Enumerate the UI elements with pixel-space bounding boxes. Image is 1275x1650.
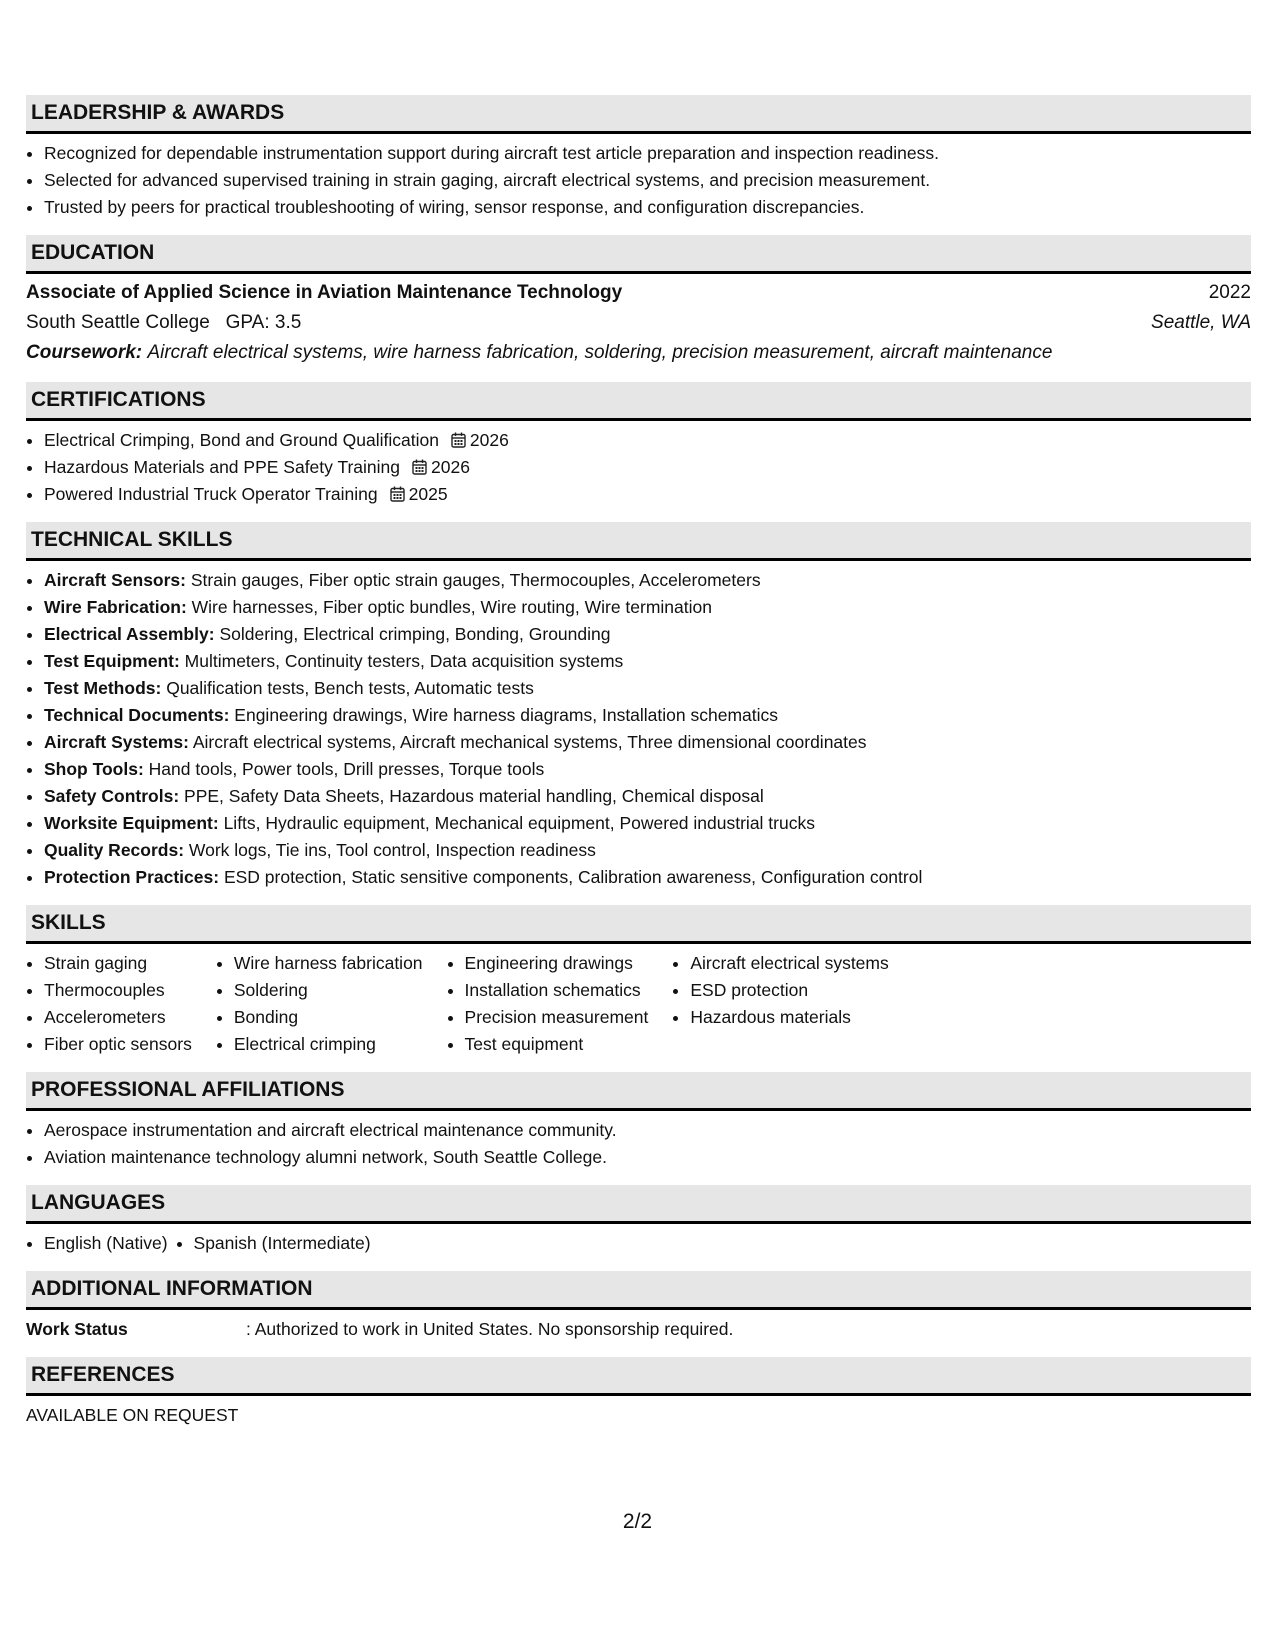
skill-category: Electrical Assembly: <box>44 624 215 644</box>
list-item: • Installation schematics <box>465 977 649 1004</box>
technical-skills-section <box>26 522 1251 891</box>
languages-section <box>26 1185 1251 1257</box>
languages-list <box>26 1230 1251 1257</box>
skill-category: Shop Tools: <box>44 759 144 779</box>
list-item: • Wire harness fabrication <box>234 950 423 977</box>
list-item <box>44 621 1251 648</box>
certifications-section <box>26 382 1251 508</box>
resume-page-2 <box>26 95 1251 1443</box>
list-item: • ESD protection <box>690 977 888 1004</box>
skill-values: Wire harnesses, Fiber optic bundles, Wire routing, Wire termination <box>191 597 712 617</box>
skills-column <box>447 950 649 1058</box>
list-item: • Aerospace instrumentation and aircraft electrical maintenance community. <box>44 1117 1251 1144</box>
skill-values: Work logs, Tie ins, Tool control, Inspection readiness <box>188 840 596 860</box>
skill-category: Wire Fabrication: <box>44 597 187 617</box>
school-location: Seattle, WA <box>1151 312 1251 333</box>
list-item <box>44 675 1251 702</box>
school-name: South Seattle College <box>26 312 210 333</box>
skill-category: Protection Practices: <box>44 867 220 887</box>
calendar-icon <box>451 432 466 448</box>
list-item: • Fiber optic sensors <box>44 1031 192 1058</box>
references-text: AVAILABLE ON REQUEST <box>26 1405 239 1425</box>
skill-values: Hand tools, Power tools, Drill presses, Torque tools <box>148 759 545 779</box>
certification-year: 2026 <box>431 457 470 477</box>
skill-values: Strain gauges, Fiber optic strain gauges, Thermocouples, Accelerometers <box>190 570 761 590</box>
skills-section <box>26 905 1251 1058</box>
list-item: • Strain gaging <box>44 950 192 977</box>
skill-values: PPE, Safety Data Sheets, Hazardous material handling, Chemical disposal <box>184 786 764 806</box>
list-item: • Engineering drawings <box>465 950 649 977</box>
skill-values: Multimeters, Continuity testers, Data acquisition systems <box>184 651 624 671</box>
skill-category: Worksite Equipment: <box>44 813 219 833</box>
skill-category: Test Methods: <box>44 678 162 698</box>
skill-category: Aircraft Systems: <box>44 732 189 752</box>
references-section <box>26 1357 1251 1429</box>
education-section <box>26 235 1251 368</box>
list-item <box>44 594 1251 621</box>
list-item <box>44 810 1251 837</box>
skills-column <box>26 950 192 1058</box>
calendar-icon <box>412 459 427 475</box>
list-item <box>44 783 1251 810</box>
list-item: • Precision measurement <box>465 1004 649 1031</box>
section-heading: TECHNICAL SKILLS <box>26 522 1251 561</box>
list-item: • Aircraft electrical systems <box>690 950 888 977</box>
skill-category: Quality Records: <box>44 840 185 860</box>
list-item: • Spanish (Intermediate) <box>194 1230 371 1257</box>
list-item <box>44 837 1251 864</box>
page-number: 2/2 <box>622 1510 653 1533</box>
list-item <box>44 648 1251 675</box>
skill-values: Aircraft electrical systems, Aircraft mechanical systems, Three dimensional coordinates <box>192 732 867 752</box>
list-item: • Test equipment <box>465 1031 649 1058</box>
list-item <box>44 481 1251 508</box>
list-item: • Soldering <box>234 977 423 1004</box>
section-heading: CERTIFICATIONS <box>26 382 1251 421</box>
list-item: • English (Native) <box>44 1230 168 1257</box>
skill-values: Lifts, Hydraulic equipment, Mechanical equipment, Powered industrial trucks <box>223 813 815 833</box>
list-item <box>44 756 1251 783</box>
section-heading: PROFESSIONAL AFFILIATIONS <box>26 1072 1251 1111</box>
skill-category: Test Equipment: <box>44 651 180 671</box>
skill-values: Engineering drawings, Wire harness diagrams, Installation schematics <box>234 705 779 725</box>
certifications-list <box>26 427 1251 508</box>
skills-column <box>216 950 423 1058</box>
list-item <box>44 864 1251 891</box>
list-item <box>44 702 1251 729</box>
section-heading: LEADERSHIP & AWARDS <box>26 95 1251 134</box>
list-item <box>44 729 1251 756</box>
certification-name: Powered Industrial Truck Operator Training <box>44 484 378 504</box>
skill-values: ESD protection, Static sensitive components, Calibration awareness, Configuration control <box>223 867 923 887</box>
affiliations-section <box>26 1072 1251 1171</box>
list-item: • Selected for advanced supervised training in strain gaging, aircraft electrical systems, and precision measurement. <box>44 167 1251 194</box>
skills-grid <box>26 944 1251 1058</box>
list-item <box>44 427 1251 454</box>
skill-values: Soldering, Electrical crimping, Bonding, Grounding <box>219 624 611 644</box>
skills-column <box>672 950 888 1058</box>
leadership-list <box>26 140 1251 221</box>
certification-name: Electrical Crimping, Bond and Ground Qualification <box>44 430 439 450</box>
section-heading: REFERENCES <box>26 1357 1251 1396</box>
affiliations-list <box>26 1117 1251 1171</box>
list-item: • Recognized for dependable instrumentation support during aircraft test article preparation and inspection readiness. <box>44 140 1251 167</box>
list-item: • Thermocouples <box>44 977 192 1004</box>
coursework-label: Coursework: <box>26 342 143 363</box>
list-item: • Bonding <box>234 1004 423 1031</box>
list-item: • Aviation maintenance technology alumni network, South Seattle College. <box>44 1144 1251 1171</box>
skill-category: Aircraft Sensors: <box>44 570 186 590</box>
leadership-section <box>26 95 1251 221</box>
certification-year: 2025 <box>408 484 448 504</box>
certification-year: 2026 <box>469 430 509 450</box>
list-item <box>44 454 1251 481</box>
additional-info-section <box>26 1271 1251 1343</box>
list-item <box>44 567 1251 594</box>
certification-name: Hazardous Materials and PPE Safety Training <box>44 457 401 477</box>
section-heading: EDUCATION <box>26 235 1251 274</box>
section-heading: LANGUAGES <box>26 1185 1251 1224</box>
coursework-list: Aircraft electrical systems, wire harness fabrication, soldering, precision measurement, aircraft maintenance <box>147 342 1053 363</box>
skill-values: Qualification tests, Bench tests, Automatic tests <box>166 678 534 698</box>
work-status-value: : Authorized to work in United States. No sponsorship required. <box>246 1319 734 1339</box>
work-status-label: Work Status <box>26 1319 128 1339</box>
degree-title: Associate of Applied Science in Aviation Maintenance Technology <box>26 282 623 303</box>
skill-category: Safety Controls: <box>44 786 180 806</box>
list-item: • Accelerometers <box>44 1004 192 1031</box>
calendar-icon <box>390 486 405 502</box>
list-item: • Hazardous materials <box>690 1004 888 1031</box>
section-heading: ADDITIONAL INFORMATION <box>26 1271 1251 1310</box>
graduation-year: 2022 <box>1208 282 1251 303</box>
gpa: GPA: 3.5 <box>225 312 302 333</box>
section-heading: SKILLS <box>26 905 1251 944</box>
list-item: • Trusted by peers for practical troubleshooting of wiring, sensor response, and configuration discrepancies. <box>44 194 1251 221</box>
skill-category: Technical Documents: <box>44 705 230 725</box>
technical-skills-list <box>26 567 1251 891</box>
list-item: • Electrical crimping <box>234 1031 423 1058</box>
